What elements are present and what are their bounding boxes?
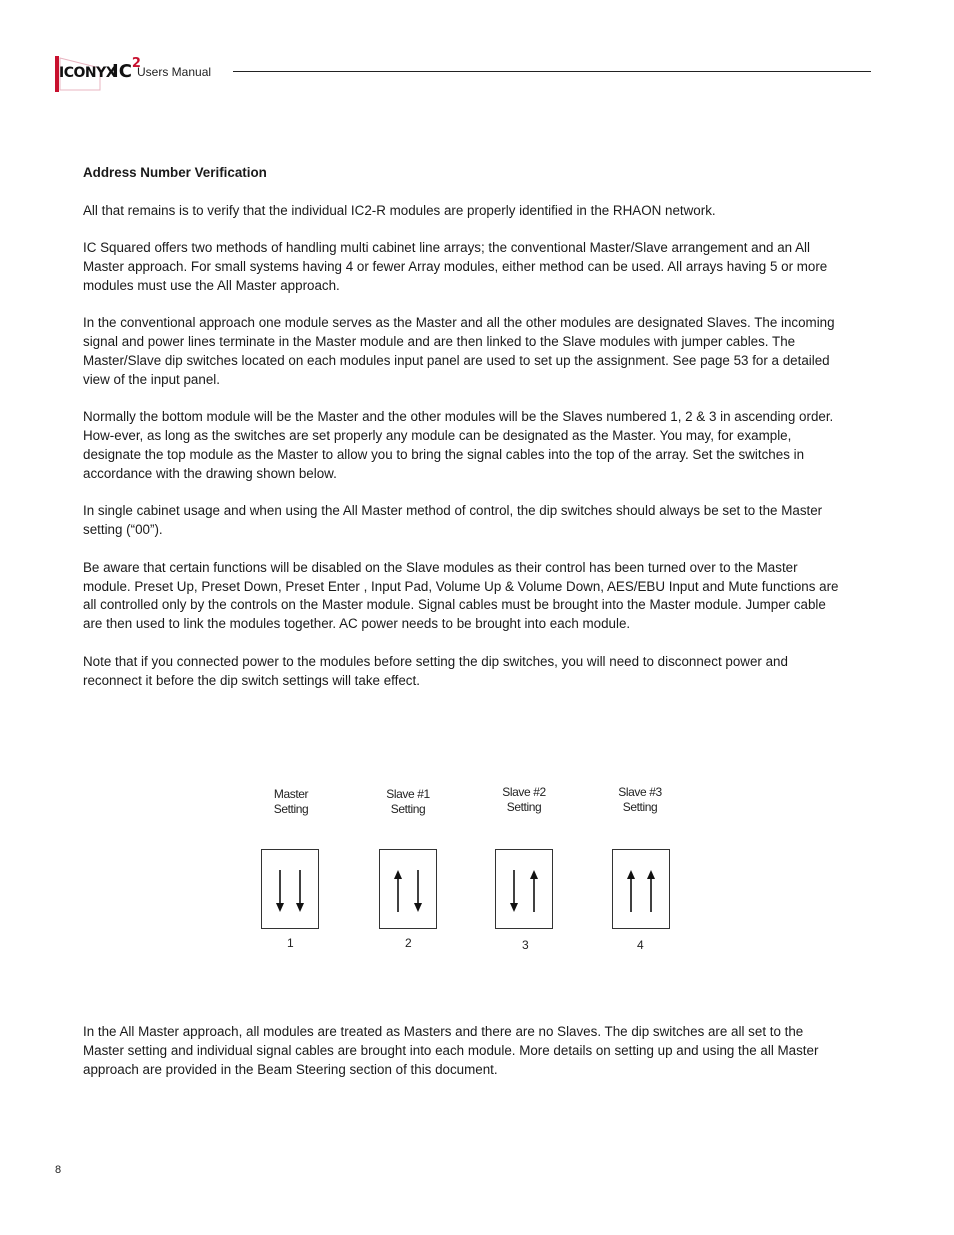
paragraph-all-master: In the All Master approach, all modules are treated as Masters and there are no Slaves. The dip switches are all set to the Master setting and individual signal cables are brought into each module. More details on setting up and using the all Master approach are provided in the Beam Steering section of this document. <box>83 1024 819 1077</box>
iconyx-logo <box>55 56 117 92</box>
dip-switch-4 <box>612 849 670 929</box>
dip-switch-arrows <box>380 850 436 928</box>
dip-switch-3 <box>495 849 553 929</box>
arrow-up-icon <box>627 870 635 912</box>
header-rule <box>233 71 871 72</box>
arrow-down-icon <box>510 870 518 912</box>
dip-switch-1 <box>261 849 319 929</box>
switch-label-line1: Slave #1 <box>386 787 430 801</box>
paragraph: Normally the bottom module will be the Master and the other modules will be the Slaves numbered 1, 2 & 3 in ascending order. How-ever, as long as the switches are set properly any module can be designated as the Master. You may, for example, designate the top module as the Master to allow you to bring the signal cables into the top of the array. Set the switches in accordance with the drawing shown below. <box>83 409 834 481</box>
paragraph: In the conventional approach one module serves as the Master and all the other modules are designated Slaves. The incoming signal and power lines terminate in the Master module and are then linked to the Slave modules with jumper cables. The Master/Slave dip switches located on each modules input panel are used to set up the assignment. See page 53 for a detailed view of the input panel. <box>83 315 835 387</box>
arrow-up-icon <box>530 870 538 912</box>
arrow-down-icon <box>276 870 284 912</box>
paragraph: IC Squared offers two methods of handling multi cabinet line arrays; the conventional Master/Slave arrangement and an All Master approach. For small systems having 4 or fewer Array modules, either method can be used. All arrays having 5 or more modules must use the All Master approach. <box>83 240 828 293</box>
paragraph: All that remains is to verify that the individual IC2-R modules are properly identified in the RHAON network. <box>83 202 716 218</box>
switch-label-slave-1 <box>368 787 448 817</box>
arrow-down-icon <box>296 870 304 912</box>
paragraph: In single cabinet usage and when using the All Master method of control, the dip switches should always be set to the Master setting (“00”). <box>83 503 823 538</box>
paragraph: Be aware that certain functions will be disabled on the Slave modules as their control has been turned over to the Master module. Preset Up, Preset Down, Preset Enter , Input Pad, Volume Up & Volume Down, AES/EBU Input and Mute functions are all controlled only by the controls on the Master module. Signal cables must be brought into the Master module. Jumper cable are then used to link the modules together. AC power needs to be brought into each module. <box>83 559 839 632</box>
product-label: IC <box>112 61 132 82</box>
switch-label-line2: Setting <box>622 800 658 814</box>
dip-switch-arrows <box>496 850 552 928</box>
product-superscript: 2 <box>131 56 141 71</box>
switch-number: 2 <box>405 936 412 950</box>
switch-number: 1 <box>287 936 294 950</box>
logo-text: ICONYX <box>59 65 117 81</box>
page-header <box>55 52 871 92</box>
switch-number: 3 <box>522 938 529 952</box>
dip-switch-2 <box>379 849 437 929</box>
switch-label-line1: Slave #2 <box>502 785 546 799</box>
arrow-up-icon <box>647 870 655 912</box>
manual-label: Users Manual <box>137 65 212 79</box>
dip-switch-arrows <box>262 850 318 928</box>
switch-label-line2: Setting <box>390 802 426 816</box>
main-content <box>83 164 845 709</box>
switch-label-slave-3 <box>600 785 680 815</box>
switch-label-line1: Master <box>273 787 309 801</box>
switch-label-line2: Setting <box>506 800 542 814</box>
arrow-down-icon <box>414 870 422 912</box>
dip-switch-arrows <box>613 850 669 928</box>
arrow-up-icon <box>394 870 402 912</box>
switch-label-line1: Slave #3 <box>618 785 662 799</box>
switch-number: 4 <box>637 938 644 952</box>
paragraph: Note that if you connected power to the modules before setting the dip switches, you will need to disconnect power and reconnect it before the dip switch settings will take effect. <box>83 653 788 688</box>
section-heading: Address Number Verification <box>83 165 267 180</box>
page-number: 8 <box>55 1164 62 1176</box>
switch-label-master <box>251 787 331 817</box>
dip-switch-diagram <box>255 785 695 960</box>
switch-label-line2: Setting <box>273 802 309 816</box>
switch-label-slave-2 <box>484 785 564 815</box>
